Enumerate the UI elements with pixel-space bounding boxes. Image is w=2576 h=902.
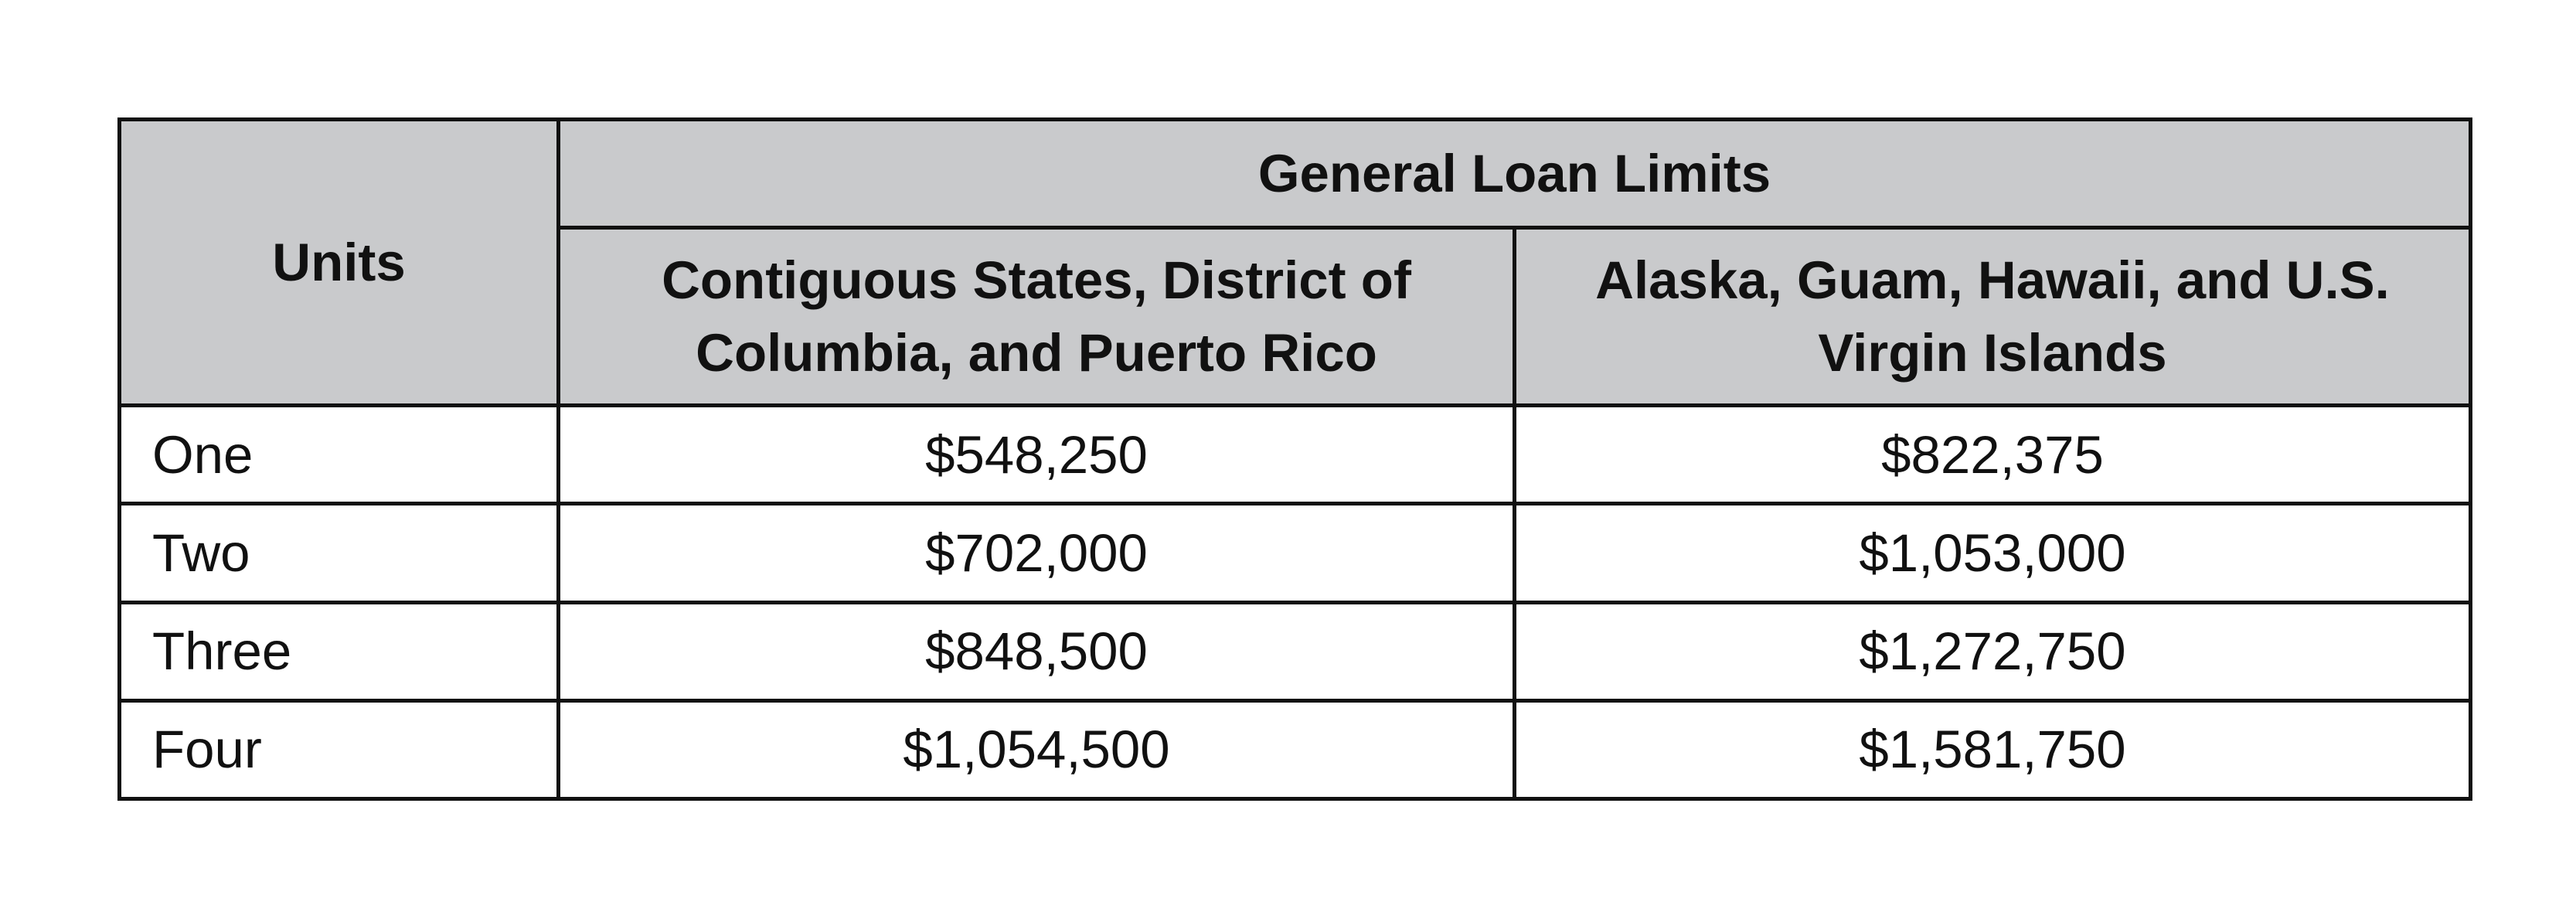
table-row bbox=[120, 406, 2471, 504]
units-cell: Three bbox=[120, 602, 559, 700]
contiguous-limit-cell: $848,500 bbox=[559, 602, 1515, 700]
contiguous-limit-cell: $702,000 bbox=[559, 504, 1515, 602]
contiguous-header-label: Contiguous States, District of Columbia, and Puerto Rico bbox=[662, 250, 1411, 383]
units-cell: Two bbox=[120, 504, 559, 602]
contiguous-limit-cell: $1,054,500 bbox=[559, 700, 1515, 798]
contiguous-states-column-header bbox=[559, 228, 1515, 406]
header-row-group bbox=[120, 120, 2471, 228]
other-limit-cell: $1,272,750 bbox=[1515, 602, 2471, 700]
table-row bbox=[120, 700, 2471, 798]
other-limit-cell: $1,053,000 bbox=[1515, 504, 2471, 602]
table-row bbox=[120, 504, 2471, 602]
units-cell: Four bbox=[120, 700, 559, 798]
alaska-header-label: Alaska, Guam, Hawaii, and U.S. Virgin Islands bbox=[1595, 250, 2390, 383]
general-loan-limits-header bbox=[559, 120, 2471, 228]
contiguous-limit-cell: $548,250 bbox=[559, 406, 1515, 504]
other-limit-cell: $822,375 bbox=[1515, 406, 2471, 504]
table-header bbox=[120, 120, 2471, 406]
alaska-guam-hawaii-column-header bbox=[1515, 228, 2471, 406]
units-column-header bbox=[120, 120, 559, 406]
units-header-label: Units bbox=[272, 232, 406, 292]
table-row bbox=[120, 602, 2471, 700]
loan-limits-table bbox=[117, 117, 2472, 801]
other-limit-cell: $1,581,750 bbox=[1515, 700, 2471, 798]
units-cell: One bbox=[120, 406, 559, 504]
table-body bbox=[120, 406, 2471, 799]
group-header-label: General Loan Limits bbox=[1257, 143, 1771, 203]
